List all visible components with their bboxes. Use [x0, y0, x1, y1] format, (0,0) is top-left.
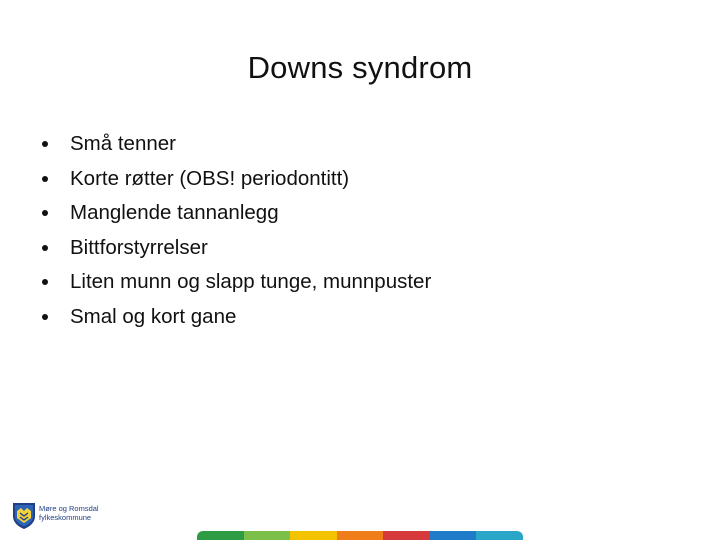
color-band-segment — [430, 531, 477, 540]
color-band-segment — [244, 531, 291, 540]
bullet-dot-icon — [42, 210, 48, 216]
bullet-dot-icon — [42, 141, 48, 147]
logo-line2: fylkeskommune — [39, 513, 92, 522]
shield-crest-icon — [12, 502, 36, 530]
bullet-dot-icon — [42, 279, 48, 285]
bullet-item — [40, 267, 431, 302]
organization-logo — [12, 500, 122, 530]
logo-text — [39, 504, 99, 522]
bullet-dot-icon — [42, 245, 48, 251]
bullet-item — [40, 164, 431, 199]
bullet-text: Liten munn og slapp tunge, munnpuster — [70, 270, 432, 294]
color-band-segment — [290, 531, 337, 540]
bullet-text: Manglende tannanlegg — [70, 201, 279, 225]
slide-title — [0, 50, 720, 86]
logo-line1: Møre og Romsdal — [39, 504, 99, 513]
bullet-text: Bittforstyrrelser — [70, 235, 208, 259]
bullet-text: Små tenner — [70, 132, 176, 155]
bullet-item — [40, 302, 431, 337]
bullet-item — [40, 129, 431, 164]
bullet-item — [40, 198, 431, 233]
slide-title-text: Downs syndrom — [247, 50, 473, 85]
bullet-list — [40, 129, 431, 337]
color-band-segment — [337, 531, 384, 540]
color-band-segment — [476, 531, 523, 540]
bullet-dot-icon — [42, 314, 48, 320]
bullet-dot-icon — [42, 176, 48, 182]
bullet-text: Korte røtter (OBS! periodontitt) — [70, 166, 350, 190]
bullet-text: Smal og kort gane — [70, 304, 237, 328]
color-band-segment — [383, 531, 430, 540]
bullet-item — [40, 233, 431, 268]
decorative-color-band — [197, 531, 523, 540]
color-band-segment — [197, 531, 244, 540]
